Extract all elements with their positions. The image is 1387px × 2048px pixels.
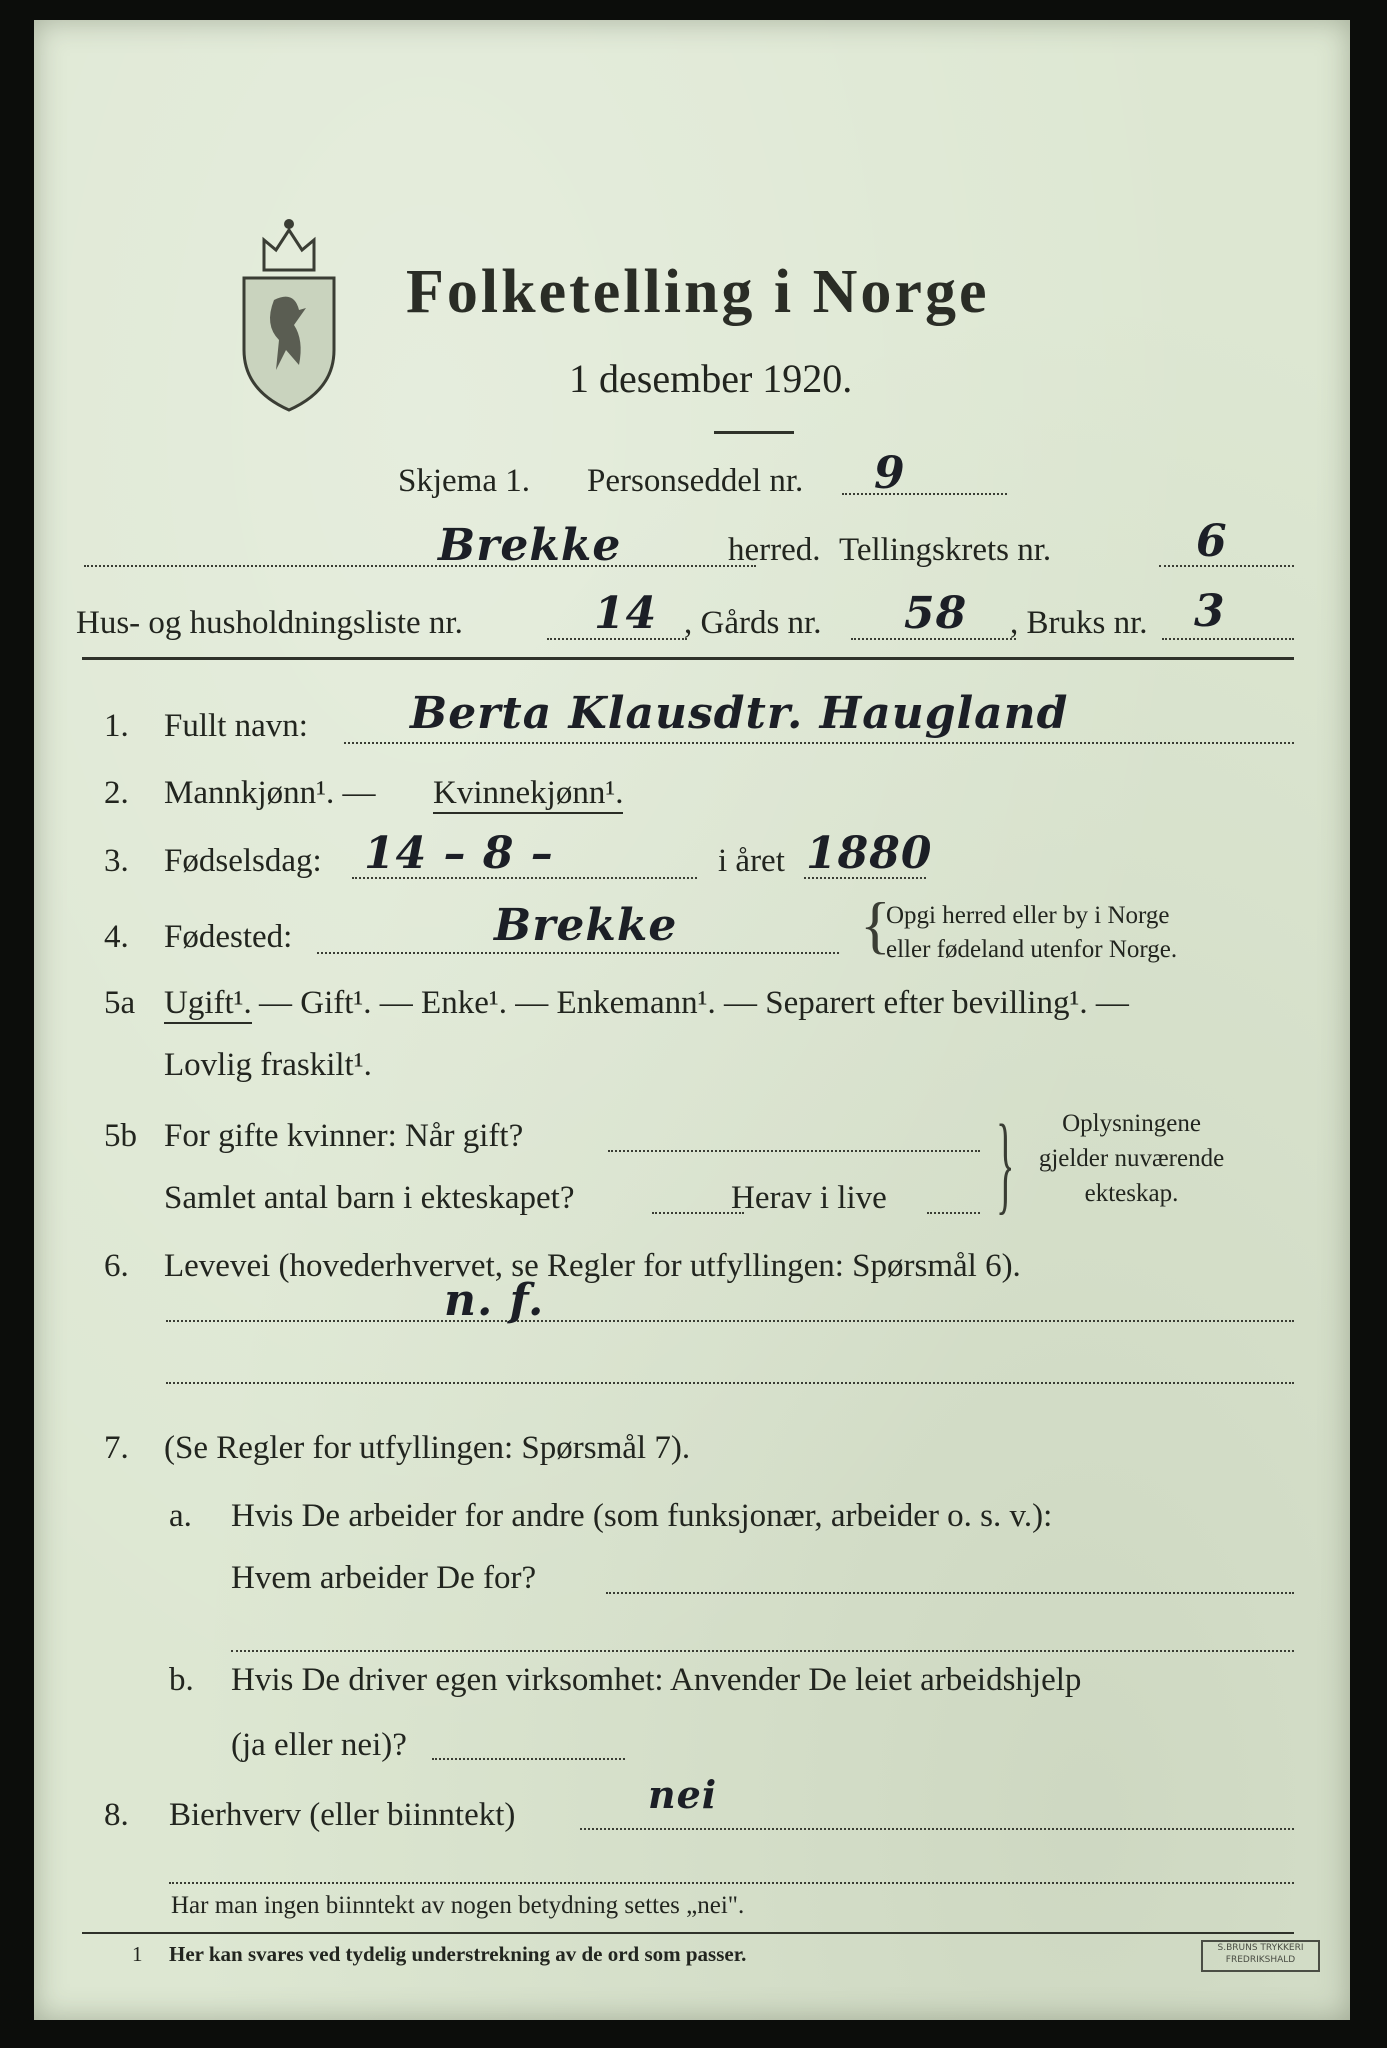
q5a-number: 5a [104,985,136,1021]
bruks-value: 3 [1194,586,1226,637]
q4-note-2: eller fødeland utenfor Norge. [886,936,1178,963]
census-date: 1 desember 1920. [569,356,853,401]
q5a-ugift: Ugift¹. [164,985,252,1024]
footnote-mark: 1 [132,1942,143,1966]
q8-value: nei [648,1772,718,1817]
q8-line-1 [580,1828,1294,1830]
husholdning-value: 14 [594,588,658,639]
q7b-line-2: (ja eller nei)? [231,1727,407,1763]
q3-year-label: i året [718,843,785,879]
q3-year-value: 1880 [806,828,933,879]
q4-value: Brekke [494,900,678,951]
q5b-brace: } [996,1102,1015,1224]
q5b-line-1 [608,1150,980,1152]
personseddel-line [842,493,1007,495]
q1-label: Fullt navn: [164,708,308,744]
q6-value: n. f. [444,1275,545,1326]
footnote-text: Her kan svares ved tydelig understrekning av de ord som passer. [169,1942,747,1966]
q2-number: 2. [104,775,129,811]
form-title: Folketelling i Norge [406,258,990,326]
title-divider [714,431,794,434]
coat-of-arms-icon [234,200,344,420]
q4-brace: { [860,889,891,960]
q7a-line-1: Hvis De arbeider for andre (som funksjonær, arbeider o. s. v.): [231,1498,1053,1534]
printer-stamp [1201,1940,1320,1972]
q8-label: Bierhverv (eller biinntekt) [169,1797,516,1833]
q6-line-2 [166,1382,1294,1384]
q3-label: Fødselsdag: [164,843,322,879]
q7a-letter: a. [169,1498,192,1534]
printer-stamp-line-2: FREDRIKSHALD [1225,1955,1296,1965]
skjema-label: Skjema 1. [398,463,530,499]
q5a-fraskilt: Lovlig fraskilt¹. [164,1047,372,1083]
q5b-number: 5b [104,1118,137,1154]
husholdning-label: Hus- og husholdningsliste nr. [76,605,463,641]
q7b-line-1: Hvis De driver egen virksomhet: Anvender De leiet arbeidshjelp [231,1662,1082,1698]
q5b-note-2: gjelder nuværende [1038,1145,1225,1172]
q7b-letter: b. [169,1662,194,1698]
q4-number: 4. [104,919,129,955]
q5b-when-married: For gifte kvinner: Når gift? [164,1118,524,1154]
q5b-line-3 [927,1212,980,1214]
q3-number: 3. [104,843,129,879]
bruks-label: , Bruks nr. [1010,605,1148,641]
q4-note-1: Opgi herred eller by i Norge [886,902,1170,929]
herred-label: herred. [728,532,821,568]
personseddel-value: 9 [874,448,906,499]
q5b-note-3: ekteskap. [1084,1180,1179,1207]
q7b-answer-line [432,1758,625,1760]
q6-label: Levevei (hovederhvervet, se Regler for utfyllingen: Spørsmål 6). [164,1248,1021,1284]
q4-label: Fødested: [164,919,293,955]
herred-value: Brekke [438,520,622,571]
q7-number: 7. [104,1430,129,1466]
q1-line [344,742,1294,744]
gards-value: 58 [904,588,968,639]
tellingskrets-label: Tellingskrets nr. [839,532,1052,568]
q5b-children: Samlet antal barn i ekteskapet? [164,1180,575,1216]
header-separator [82,657,1294,660]
q8-line-2 [169,1882,1294,1884]
q7a-answer-line [606,1592,1294,1594]
q5b-note-1: Oplysningene [1062,1110,1201,1137]
printer-stamp-line-1: S.BRUNS TRYKKERI [1217,1943,1304,1953]
q2-female: Kvinnekjønn¹. [433,775,623,814]
q5b-alive: Herav i live [731,1180,887,1216]
herred-line [84,565,756,567]
note-nei: Har man ingen biinntekt av nogen betydning settes „nei". [171,1892,745,1919]
tellingskrets-value: 6 [1196,516,1228,567]
census-form-page [34,20,1350,2020]
q6-number: 6. [104,1248,129,1284]
q8-number: 8. [104,1797,129,1833]
q2-male: Mannkjønn¹. — [164,775,376,811]
footer-separator [82,1932,1294,1934]
q7-label: (Se Regler for utfyllingen: Spørsmål 7). [164,1430,691,1466]
q7a-line-2: Hvem arbeider De for? [231,1560,537,1596]
bruks-line [1162,638,1294,640]
q1-number: 1. [104,708,129,744]
q5a-options: — Gift¹. — Enke¹. — Enkemann¹. — Separert efter bevilling¹. — [259,985,1129,1021]
personseddel-label: Personseddel nr. [587,463,804,499]
q3-value: 14 – 8 – [364,828,554,879]
gards-label: , Gårds nr. [684,605,822,641]
q1-value: Berta Klausdtr. Haugland [410,688,1069,739]
q6-line-1 [166,1320,1294,1322]
q4-line [317,952,839,954]
q7a-answer-line-2 [231,1650,1294,1652]
